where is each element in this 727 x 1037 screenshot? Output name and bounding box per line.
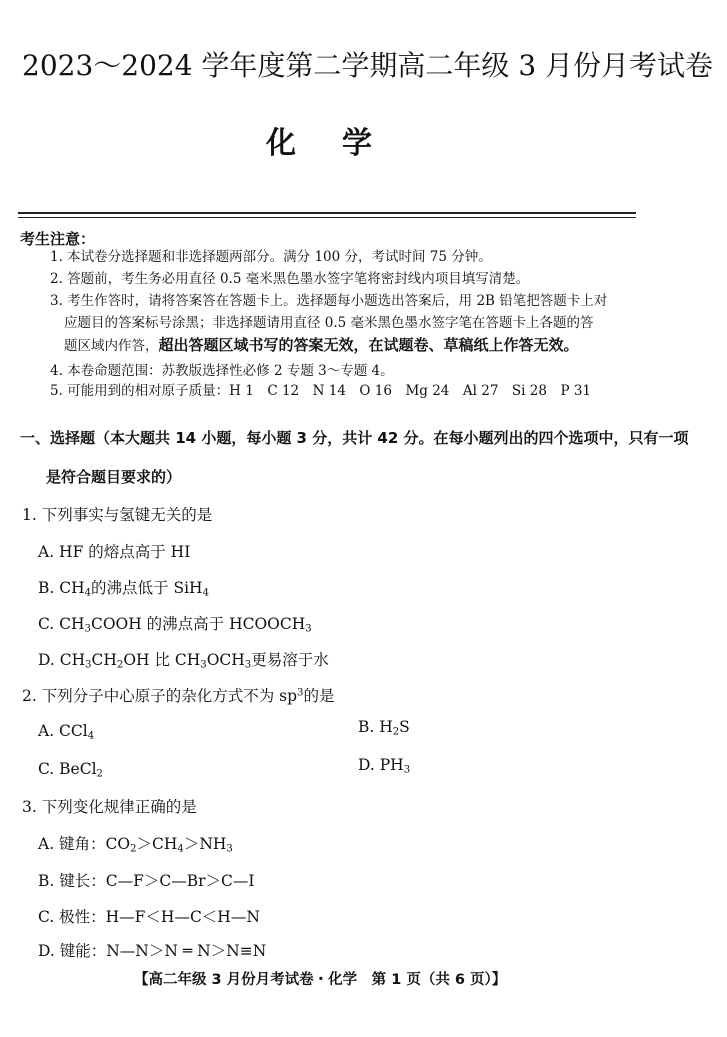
q3-option-c: C. 极性：H—F＜H—C＜H—N	[38, 908, 260, 926]
q3-option-a: A. 键角：$CO_2>CH_4>NH_3$	[38, 835, 233, 855]
page-footer: 【高二年级 3 月份月考试卷・化学 第 1 页（共 6 页）】	[134, 972, 507, 988]
exam-title: 2023～2024 学年度第二学期高二年级 3 月份月考试卷	[22, 49, 714, 82]
question-3-stem: 3. 下列变化规律正确的是	[22, 798, 197, 816]
q1-option-a: A. HF 的熔点高于 HI	[38, 543, 191, 561]
notice-item-1: 1. 本试卷分选择题和非选择题两部分。满分 100 分，考试时间 75 分钟。	[50, 249, 492, 265]
notice-item-3-cont2	[64, 334, 579, 357]
question-1-stem: 1. 下列事实与氢键无关的是	[22, 506, 213, 524]
notice-item-3: 3. 考生作答时，请将答案答在答题卡上。选择题每小题选出答案后，用 2B 铅笔把答题卡上对	[50, 293, 608, 309]
q2-option-a: A. CCl$_4$	[38, 722, 95, 742]
section-heading-cont: 是符合题目要求的）	[46, 468, 182, 486]
notice-heading: 考生注意：	[20, 230, 96, 248]
subject-title: 化学	[266, 126, 418, 161]
notice-item-4: 4. 本卷命题范围：苏教版选择性必修 2 专题 3～专题 4。	[50, 363, 394, 379]
notice-item-3-cont: 应题目的答案标号涂黑；非选择题请用直径 0.5 毫米黑色墨水签字笔在答题卡上各题的答	[64, 315, 594, 331]
notice-item-5: 5. 可能用到的相对原子质量：H 1 C 12 N 14 O 16 Mg 24 Al 27 Si 28 P 31	[50, 383, 592, 399]
q2-option-d: D. $PH_3$	[358, 756, 411, 776]
q2-option-c: C. BeCl$_2$	[38, 760, 103, 780]
notice-item-2: 2. 答题前，考生务必用直径 0.5 毫米黑色墨水签字笔将密封线内项目填写清楚。	[50, 271, 530, 287]
question-2-stem: 2. 下列分子中心原子的杂化方式不为 $sp^3$的是	[22, 687, 335, 705]
q2-option-b: B. $H_2S$	[358, 718, 410, 738]
section-heading: 一、选择题（本大题共 14 小题，每小题 3 分，共计 42 分。在每小题列出的四个选项中，只有一项	[20, 429, 689, 447]
q1-option-d: D. $CH_3CH_2OH$ 比 $CH_3OCH_3$更易溶于水	[38, 651, 329, 671]
q1-option-c: C. $CH_3COOH$ 的沸点高于 $HCOOCH_3$	[38, 615, 312, 635]
divider-rule	[18, 212, 636, 214]
divider-rule-thin	[18, 217, 636, 218]
notice-item-3-bold: 超出答题区域书写的答案无效，在试题卷、草稿纸上作答无效。	[158, 336, 579, 354]
q3-option-b: B. 键长：C—F＞C—Br＞C—I	[38, 872, 255, 890]
notice-item-3-tail: 题区域内作答，	[64, 338, 159, 354]
q1-option-b: B. $CH_4$的沸点低于 SiH$_4$	[38, 579, 209, 599]
q3-option-d: D. 键能：N—N＞N ═ N＞N≡N	[38, 942, 267, 960]
